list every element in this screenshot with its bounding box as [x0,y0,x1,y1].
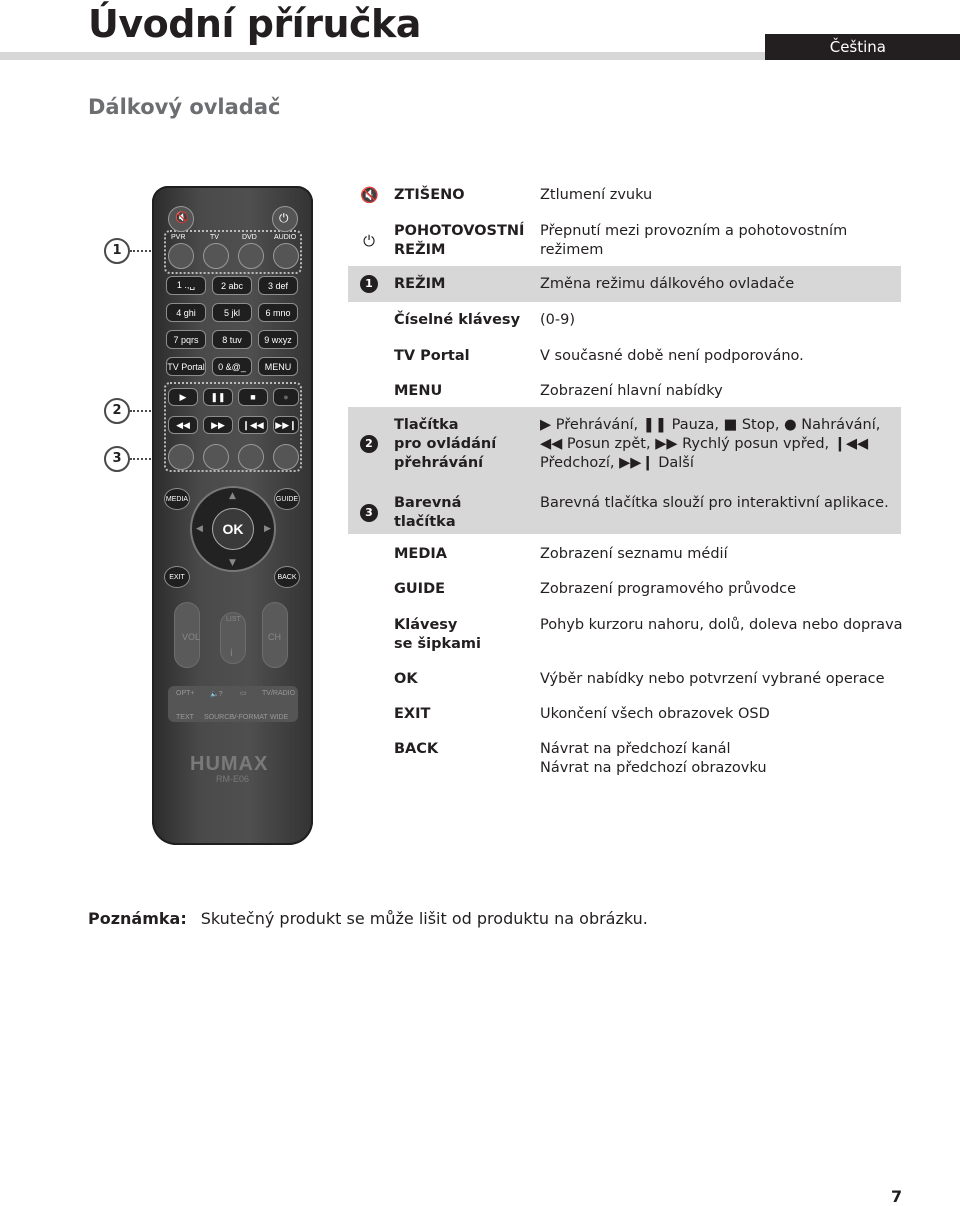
previous-button[interactable] [238,416,268,434]
opt-plus-label[interactable]: OPT+ [176,690,195,697]
row-term: REŽIM [394,276,446,292]
mode-button-dvd[interactable] [238,243,264,269]
row-description: V současné době není podporováno. [540,348,804,364]
model-number: RM-E06 [216,774,250,784]
header-rule [0,52,765,60]
row-term: Barevná tlačítka [394,495,462,530]
page-number: 7 [891,1187,903,1206]
row-term: MEDIA [394,546,447,562]
note-label: Poznámka: [88,909,187,928]
color-button-blue[interactable] [273,444,299,470]
key-7[interactable]: 7 pqrs [166,330,206,349]
table-row [348,485,901,534]
list-label: LIST [226,616,241,623]
mode-button-tv[interactable] [203,243,229,269]
table-row [348,184,901,206]
mute-icon: 🔇 [175,211,189,224]
key-5[interactable]: 5 jkl [212,303,252,322]
text-label[interactable]: TEXT [176,714,194,721]
table-row [348,220,901,260]
fast-forward-icon: ▶▶ [211,419,225,430]
key-1[interactable]: 1 .,␣ [166,276,206,295]
callout-2: 2 [104,398,130,424]
key-2[interactable]: 2 abc [212,276,252,295]
stop-button[interactable] [238,388,268,406]
arrow-down-icon: ▼ [229,558,236,568]
table-row [348,668,901,690]
color-button-green[interactable] [203,444,229,470]
row-term: POHOTOVOSTNÍ REŽIM [394,223,525,258]
mode-label-tv: TV [210,234,219,241]
record-icon: ● [283,392,289,402]
record-button[interactable] [273,388,299,406]
table-row [348,614,901,654]
row-description: ▶ Přehrávání, ❚❚ Pauza, ■ Stop, ● Nahrávání, ◀◀ Posun zpět, ▶▶ Rychlý posun vpřed, ❙◀◀ Předchozí, ▶▶❙ Další [540,417,881,471]
row-term: Číselné klávesy [394,312,521,328]
fast-forward-button[interactable] [203,416,233,434]
play-icon: ▶ [179,391,187,402]
row-term: TV Portal [394,348,470,364]
audio-help-label[interactable]: 🔈? [210,691,223,698]
number-2-icon: 2 [360,435,378,453]
rewind-icon: ◀◀ [176,419,190,430]
key-6[interactable]: 6 mno [258,303,298,322]
row-term: Tlačítka pro ovládání přehrávání [394,417,497,471]
back-button[interactable]: BACK [274,566,300,588]
color-button-red[interactable] [168,444,194,470]
row-description: Zobrazení programového průvodce [540,581,797,597]
previous-icon: ❙◀◀ [242,419,264,430]
tv-portal-button[interactable]: TV Portal [166,357,206,376]
brand-logo: HUMAX [190,753,269,775]
callout-1: 1 [104,238,130,264]
key-9[interactable]: 9 wxyz [258,330,298,349]
arrow-left-icon: ◀ [196,524,203,534]
mode-label-audio: AUDIO [274,234,297,241]
table-row [348,309,901,331]
mode-label-dvd: DVD [242,234,257,241]
info-icon: i [230,648,233,659]
table-row [348,266,901,302]
row-description: Změna režimu dálkového ovladače [540,276,795,292]
row-term: GUIDE [394,581,446,597]
table-row [348,407,901,485]
row-description: Výběr nabídky nebo potvrzení vybrané operace [540,671,885,687]
color-button-yellow[interactable] [238,444,264,470]
v-format-label[interactable]: V-FORMAT [232,714,268,721]
wide-label[interactable]: WIDE [270,714,289,721]
section-title: Dálkový ovladač [88,95,281,119]
table-row [348,578,901,600]
row-description: Zobrazení seznamu médií [540,546,728,562]
pause-icon: ❚❚ [210,391,226,402]
table-row [348,703,901,725]
note [88,909,648,928]
row-description: Zobrazení hlavní nabídky [540,383,723,399]
note-text: Skutečný produkt se může lišit od produktu na obrázku. [200,909,648,928]
mode-label-pvr: PVR [171,234,186,241]
row-description: Návrat na předchozí kanál Návrat na předchozí obrazovku [540,741,767,776]
mode-button-audio[interactable] [273,243,299,269]
row-term: EXIT [394,706,431,722]
key-3[interactable]: 3 def [258,276,298,295]
vol-label: VOL [182,632,201,642]
exit-button[interactable]: EXIT [164,566,190,588]
table-row [348,380,901,402]
table-row [348,543,901,565]
language-tab: Čeština [765,34,960,60]
table-row [348,345,901,367]
number-1-icon: 1 [360,275,378,293]
media-button[interactable]: MEDIA [164,488,190,510]
subtitle-label[interactable]: ▭ [240,690,247,697]
row-term: BACK [394,741,439,757]
power-icon: ⏻ [363,231,375,250]
row-description: Ztlumení zvuku [540,187,653,203]
stop-icon: ■ [250,392,256,402]
remote-control [152,186,313,845]
callout-3: 3 [104,446,130,472]
pause-button[interactable] [203,388,233,406]
row-description: Barevná tlačítka slouží pro interaktivní aplikace. [540,495,889,511]
source-label[interactable]: SOURCE [204,714,234,721]
table-row [348,738,901,778]
menu-button[interactable]: MENU [258,357,298,376]
rewind-button[interactable] [168,416,198,434]
tv-radio-label[interactable]: TV/RADIO [262,690,296,697]
row-term: Klávesy se šipkami [394,617,481,652]
row-description: Přepnutí mezi provozním a pohotovostním režimem [540,223,848,258]
power-button[interactable] [272,206,298,232]
guide-button[interactable]: GUIDE [274,488,300,510]
row-term: MENU [394,383,443,399]
key-0[interactable]: 0 &@_ [212,357,252,376]
key-4[interactable]: 4 ghi [166,303,206,322]
row-term: ZTIŠENO [394,187,465,203]
ok-button[interactable]: OK [212,508,254,550]
mute-icon: 🔇 [360,186,379,204]
row-term: OK [394,671,418,687]
next-button[interactable] [273,416,299,434]
ch-label: CH [268,632,281,642]
row-description: Ukončení všech obrazovek OSD [540,706,770,722]
number-3-icon: 3 [360,504,378,522]
row-description: (0-9) [540,312,575,328]
key-8[interactable]: 8 tuv [212,330,252,349]
row-description: Pohyb kurzoru nahoru, dolů, doleva nebo doprava [540,617,903,633]
mute-button[interactable] [168,206,194,232]
arrow-right-icon: ▶ [264,524,271,534]
next-icon: ▶▶❙ [275,419,297,430]
page-title: Úvodní příručka [88,2,421,46]
mode-button-pvr[interactable] [168,243,194,269]
power-icon: ⏻ [279,211,289,225]
play-button[interactable] [168,388,198,406]
arrow-up-icon: ▲ [229,491,236,501]
